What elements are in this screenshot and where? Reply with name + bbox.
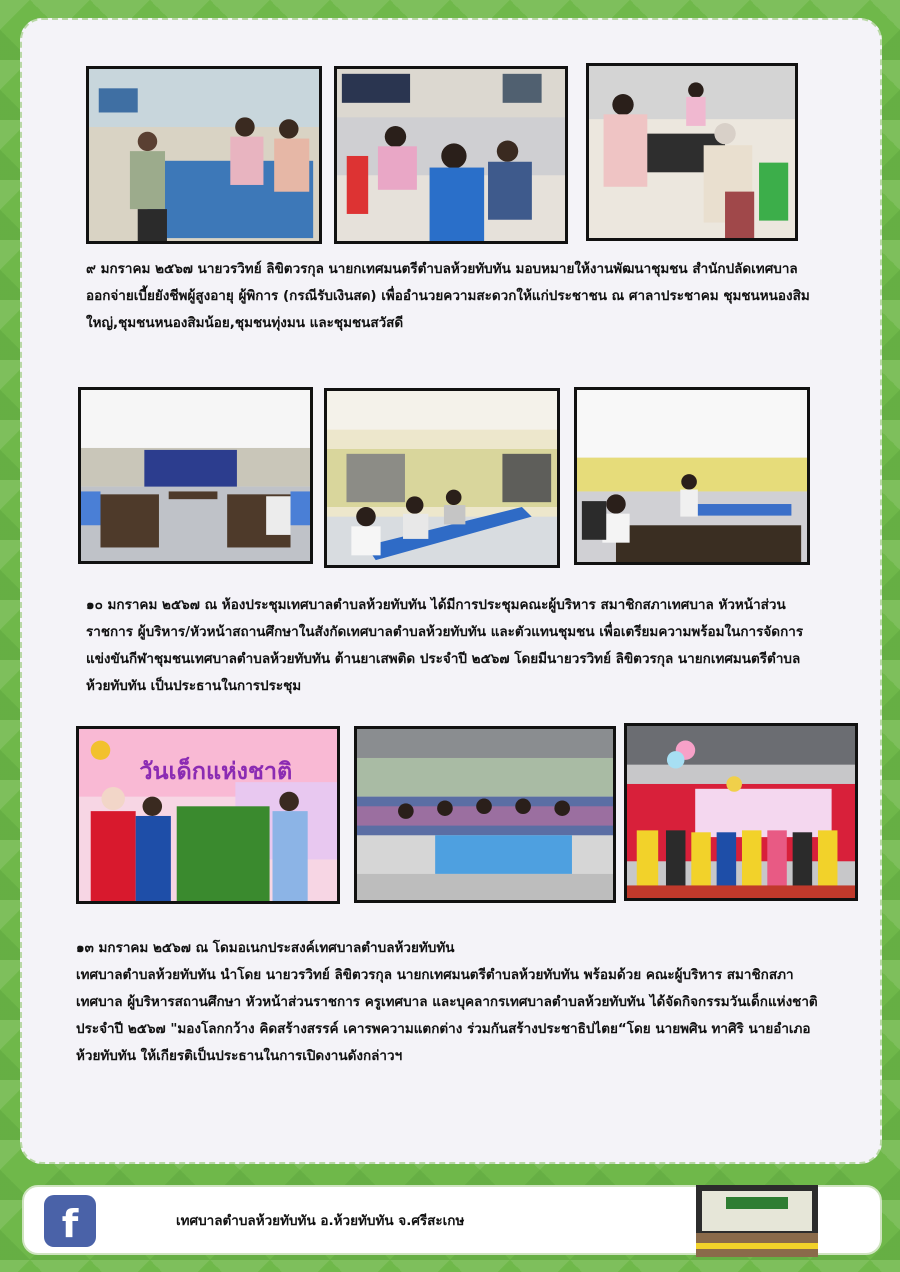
- facebook-icon[interactable]: f: [44, 1195, 96, 1247]
- photo-meeting-room-1: [78, 387, 313, 564]
- footer-thumbnail-photo: [696, 1185, 818, 1257]
- photo-allowance-payment-3: [586, 63, 798, 241]
- caption-jan13-body: เทศบาลตำบลห้วยทับทัน นำโดย นายวรวิทย์ ลิขิตวรกุล นายกเทศมนตรีตำบลห้วยทับทัน พร้อมด้วย คณะผู้บริหาร สมาชิกสภาเทศบาล ผู้บริหารสถานศึกษา หัวหน้าส่วนราชการ ครูเทศบาล และบุคลากรเทศบาลตำบลห้วยทับทัน ได้จัดกิจกรรมวันเด็กแห่งชาติ ประจำปี ๒๕๖๗ "มองโลกกว้าง คิดสร้างสรรค์ เคารพความแตกต่าง ร่วมกันสร้างประชาธิปไตย“โดย นายพศิน ทาศิริ นายอำเภอห้วยทับทัน ให้เกียรติเป็นประธานในการเปิดงานดังกล่าวฯ: [76, 967, 818, 1064]
- photo-childrens-day-group: [624, 723, 858, 901]
- banner-childrens-day-text: วันเด็กแห่งชาติ: [139, 758, 293, 786]
- caption-jan13-heading: ๑๓ มกราคม ๒๕๖๗ ณ โดมอเนกประสงค์เทศบาลตำบลห้วยทับทัน: [76, 940, 455, 956]
- footer-org-name: เทศบาลตำบลห้วยทับทัน อ.ห้วยทับทัน จ.ศรีสะเกษ: [176, 1213, 465, 1229]
- caption-jan10: ๑๐ มกราคม ๒๕๖๗ ณ ห้องประชุมเทศบาลตำบลห้วยทับทัน ได้มีการประชุมคณะผู้บริหาร สมาชิกสภาเทศบาล หัวหน้าส่วนราชการ ผู้บริหาร/หัวหน้าสถานศึกษาในสังกัดเทศบาลตำบลห้วยทับทัน และตัวแทนชุมชน เพื่อเตรียมความพร้อมในการจัดการแข่งขันกีฬาชุมชนเทศบาลตำบลห้วยทับทัน ต้านยาเสพติด ประจำปี ๒๕๖๗ โดยมีนายวรวิทย์ ลิขิตวรกุล นายกเทศมนตรีตำบลห้วยทับทัน เป็นประธานในการประชุม: [86, 597, 804, 694]
- footer-bar: [22, 1185, 882, 1255]
- photo-meeting-room-3: [574, 387, 810, 565]
- photo-meeting-room-2: [324, 388, 560, 568]
- photo-childrens-day-audience: [354, 726, 616, 903]
- caption-jan9: ๙ มกราคม ๒๕๖๗ นายวรวิทย์ ลิขิตวรกุล นายกเทศมนตรีตำบลห้วยทับทัน มอบหมายให้งานพัฒนาชุมชน สำนักปลัดเทศบาล ออกจ่ายเบี้ยยังชีพผู้สูงอายุ ผู้พิการ (กรณีรับเงินสด) เพื่ออำนวยความสะดวกให้แก่ประชาชน ณ ศาลาประชาคม ชุมชนหนองสิมใหญ่,ชุมชนหนองสิมน้อย,ชุมชนทุ่งมน และชุมชนสวัสดี: [86, 261, 810, 331]
- photo-allowance-payment-2: [334, 66, 568, 244]
- photo-childrens-day-stage: [76, 726, 340, 904]
- photo-allowance-payment-1: [86, 66, 322, 244]
